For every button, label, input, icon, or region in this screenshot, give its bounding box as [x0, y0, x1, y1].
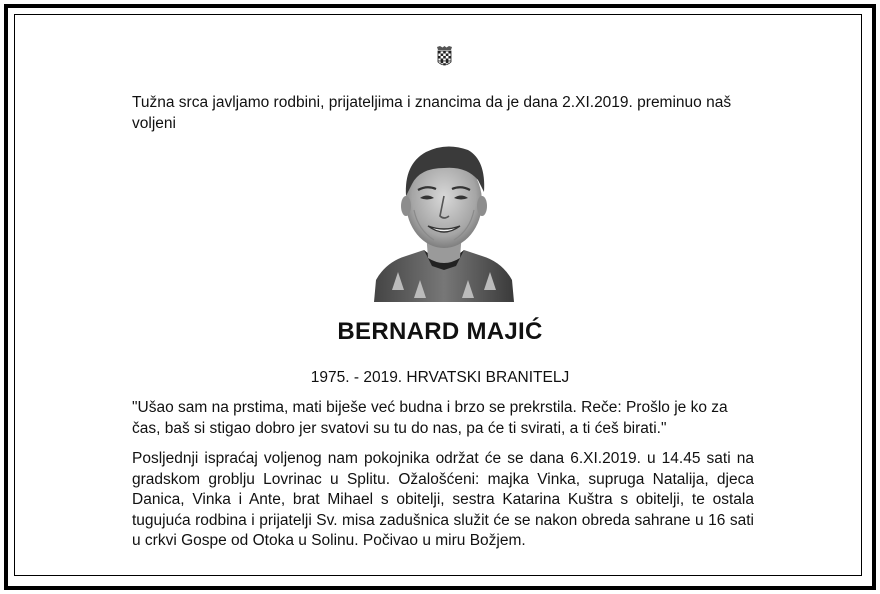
portrait-photo	[374, 140, 514, 302]
quote-text: "Ušao sam na prstima, mati biješe već budna i brzo se prekrstila. Reče: Prošlo je ko za čas, baš si stigao dobro jer svatovi su tu do nas, pa će ti svirati, a ti ćeš birati."	[132, 399, 728, 437]
croatian-coat-of-arms-icon	[436, 46, 453, 68]
intro-text: Tužna srca javljamo rodbini, prijateljima i znancima da je dana 2.XI.2019. preminuo naš voljeni	[132, 94, 732, 132]
funeral-details-text: Posljednji ispraćaj voljenog nam pokojnika održat će se dana 6.XI.2019. u 14.45 sati na gradskom groblju Lovrinac u Splitu. Ožalošćeni: majka Vinka, supruga Natalija, djeca Danica, Vinka i Ante, brat Mihael s obitelji, sestra Katarina Kuštra s obitelji, te ostala tugujuća rodbina i prijatelji Sv. misa zadušnica služit će se nakon obreda sahrane u 16 sati u crkvi Gospe od Otoka u Solinu. Počivao u miru Božjem.	[132, 450, 754, 549]
deceased-name: BERNARD MAJIĆ	[337, 318, 543, 345]
years-and-title: 1975. - 2019. HRVATSKI BRANITELJ	[310, 369, 570, 386]
